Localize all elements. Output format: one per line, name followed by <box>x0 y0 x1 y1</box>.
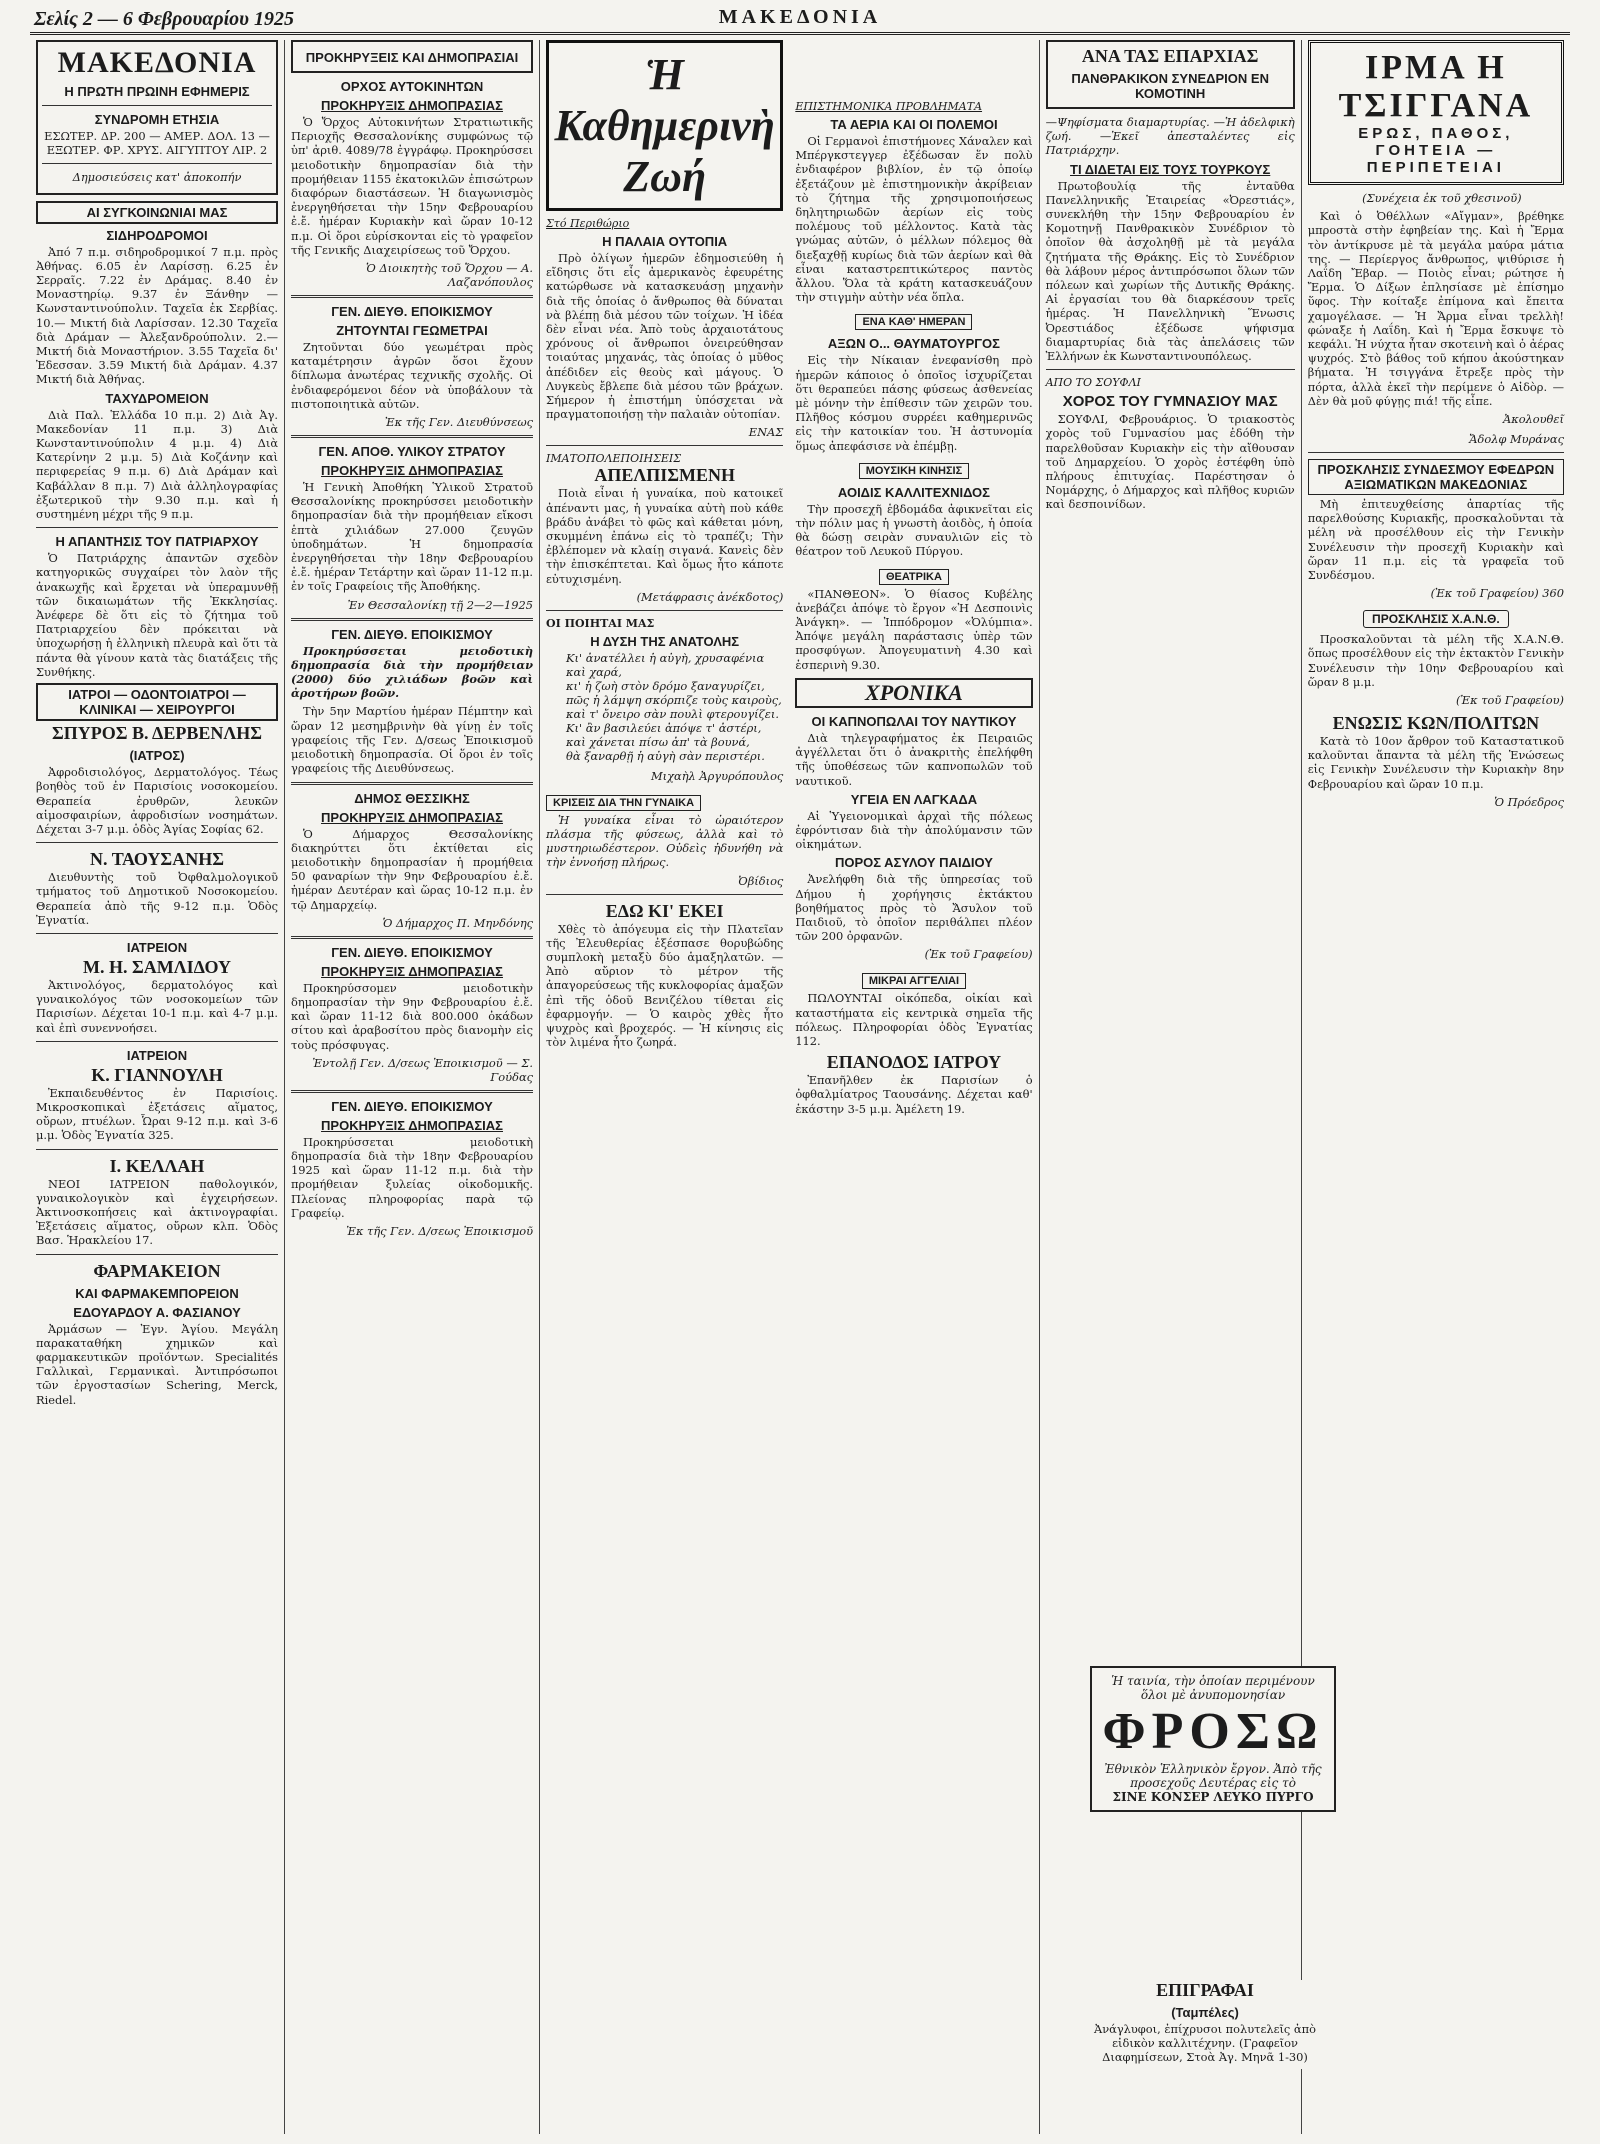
page-date: Σελίς 2 — 6 Φεβρουαρίου 1925 <box>34 8 294 30</box>
music-title: ΑΟΙΔΙΣ ΚΑΛΛΙΤΕΧΝΙΔΟΣ <box>837 484 990 500</box>
pharmacy-subtitle: ΚΑΙ ΦΑΡΜΑΚΕΜΠΟΡΕΙΟΝ <box>75 1285 239 1301</box>
epigraph-ad <box>1090 1980 1320 2069</box>
xanth-text: Προσκαλοῦνται τὰ μέλη τῆς Χ.Α.Ν.Θ. ὅπως προσέλθουν εἰς τὴν ἐκτακτὸν Γενικὴν Συνέλευσιν τὴν 10ην Φεβρουαρίου καὶ ὥραν 8 μ.μ. <box>1307 632 1564 689</box>
notice-7-text: Προκηρύσσεται μειοδοτικὴ δημοπρασία διὰ τὴν 18ην Φεβρουαρίου 1925 καὶ ὥραν 11-12 π.μ. διὰ τὴν προμήθειαν ξυλείας οἰκοδομικῆς. Πλείονας πληροφορίας παρὰ τῷ Γραφείῳ. <box>291 1134 534 1220</box>
notice-5-title: ΔΗΜΟΣ ΘΕΣΣΙΚΗΣ <box>354 790 470 806</box>
ads-note: Δημοσιεύσεις κατ' ἀποκοπήν <box>72 170 242 185</box>
chronicle-3-text: Ἀνελήφθη διὰ τῆς ὑπηρεσίας τοῦ Δήμου ἡ χορήγησις ἐκτάκτου βοηθήματος πρὸς τὸ Ἄσυλον τοῦ Παιδιοῦ, τὸ ὁποῖον περιθάλπει πλέον τῶν 200 ὀρφανῶν. <box>795 872 1033 944</box>
xanth-signature: (Ἐκ τοῦ Γραφείου) <box>1455 693 1564 708</box>
notice-7-title: ΓΕΝ. ΔΙΕΥΘ. ΕΠΟΙΚΙΣΜΟΥ <box>331 1098 493 1114</box>
notice-2-signature: Ἐκ τῆς Γεν. Διευθύνσεως <box>384 415 534 430</box>
daily-text: Εἰς τὴν Νίκαιαν ἐνεφανίσθη πρὸ ἡμερῶν κάποιος ὁ ὁποῖος ἰσχυρίζεται ὅτι θεραπεύει πάσης φύσεως ἀσθενείας μὲ μόνην τὴν ἐπίθεσιν τῶν χειρῶν του. Πλῆθος κόσμου συρρέει καθημερινῶς εἰς τὴν κατοικίαν του. Ἡ ἀστυνομία ὅμως ἀπεφάσισε νὰ ἐπέμβῃ. <box>795 353 1033 453</box>
crisis-signature: Ὀβίδιος <box>738 873 784 888</box>
return-doctor-title: ΕΠΑΝΟΔΟΣ ΙΑΤΡΟΥ <box>826 1052 1002 1073</box>
chronicle-1-title: ΟΙ ΚΑΠΝΟΠΩΛΑΙ ΤΟΥ ΝΑΥΤΙΚΟΥ <box>811 713 1017 729</box>
column-6 <box>1302 40 1570 2134</box>
column-2 <box>285 40 540 2134</box>
pharmacy-name: ΕΔΟΥΑΡΔΟΥ Α. ΦΑΣΙΑΝΟΥ <box>73 1304 241 1320</box>
pharmacy-text: Ἀρμάσων — Ἐγν. Ἀγίου. Μεγάλη παρακαταθήκη χημικῶν καὶ φαρμακευτικῶν προϊόντων. Specialités Γαλλικαὶ, Γερμανικαὶ. Ἀντιπρόσωποι τῶν ἐργοστασίων Schering, Merck, Riedel. <box>36 1321 279 1407</box>
provinces-story-title: ΠΑΝΘΡΑΚΙΚΟΝ ΣΥΝΕΔΡΙΟΝ ΕΝ ΚΟΜΟΤΙΝΗ <box>1071 71 1269 101</box>
constantinople-union-signature: Ὁ Πρόεδρος <box>1494 794 1564 809</box>
doctor-2-text: Διευθυντὴς τοῦ Ὀφθαλμολογικοῦ τμήματος τοῦ Δημοτικοῦ Νοσοκομείου. Θεραπεία ἀπὸ τῆς 9-12 π.μ. Ὁδὸς Ἐγνατία. <box>36 870 279 927</box>
doctor-3-name: Μ. Η. ΣΑΜΛΙΔΟΥ <box>82 956 232 977</box>
doctor-3-text: Ἀκτινολόγος, δερματολόγος καὶ γυναικολόγος τῶν νοσοκομείων τῶν Παρισίων. Δέχεται 10-1 π.μ. καὶ 4-7 μ.μ. καὶ ἐπὶ συνεννοήσει. <box>36 977 279 1035</box>
notice-7-subtitle: ΠΡΟΚΗΡΥΞΙΣ ΔΗΜΟΠΡΑΣΙΑΣ <box>321 1117 503 1133</box>
patriarch-text: Ὁ Πατριάρχης ἀπαντῶν σχεδὸν κατηγορικῶς συγχαίρει τὸν λαὸν τῆς ἀνακωχῆς καὶ ἔρχεται νὰ ὑπεραμυνθῇ τῶν δικαιωμάτων τῆς Ἐκκλησίας. Ἀνέφερε δὲ ὅτι εἰς τὸ ζήτημα τοῦ Πατριαρχείου δὲν πρόκειται νὰ ὑποχωρήσῃ ἡ ἐλληνικὴ πλευρὰ καὶ ὅτι τὰ πάντα θὰ γίνουν κατὰ τὰς διατάξεις τῆς Συνθήκης. <box>36 551 279 679</box>
notice-6-subtitle: ΠΡΟΚΗΡΥΞΙΣ ΔΗΜΟΠΡΑΣΙΑΣ <box>321 963 503 979</box>
music-text: Τὴν προσεχῆ ἑβδομάδα ἀφικνεῖται εἰς τὴν πόλιν μας ἡ γνωστὴ ἀοιδὸς, ἡ ὁποία θὰ δώσῃ σειρὰν συναυλιῶν εἰς τὸ θέατρον τοῦ Λευκοῦ Πύργου. <box>795 501 1033 559</box>
notice-1-subtitle: ΠΡΟΚΗΡΥΞΙΣ ΔΗΜΟΠΡΑΣΙΑΣ <box>321 98 503 113</box>
section-2-text: Ποιὰ εἶναι ἡ γυναίκα, ποὺ κατοικεῖ ἀπέναντι μας, ἡ γυναίκα αὐτὴ ποὺ κάθε βράδυ ἀνάβει τὸ φῶς καὶ κάθεται μόνη, σκυμμένη ἐπάνω εἰς τὸ τραπέζι; Τὴν ἐβλέπομεν νὰ κλαίῃ σιγανά. Κανεὶς δὲν τὴν ἐπισκέπτεται. Καὶ ὅμως ἦτο κάποτε εὐτυχισμένη. <box>546 486 784 586</box>
small-ads-text: ΠΩΛΟΥΝΤΑΙ οἰκόπεδα, οἰκίαι καὶ καταστήματα εἰς κεντρικὰ σημεῖα τῆς πόλεως. Πληροφορίαι ὁδὸς Ἐγνατίας 112. <box>795 991 1033 1048</box>
soufli-kicker: ΑΠΟ ΤΟ ΣΟΥΦΛΙ <box>1045 376 1141 390</box>
notice-7-signature: Ἐκ τῆς Γεν. Δ/σεως Ἐποικισμοῦ <box>346 1223 534 1238</box>
doctors-title: ΙΑΤΡΟΙ — ΟΔΟΝΤΟΙΑΤΡΟΙ — ΚΛΙΝΙΚΑΙ — ΧΕΙΡΟΥΡΓΟΙ <box>36 683 278 721</box>
reserve-officers-signature: (Ἐκ τοῦ Γραφείου) 360 <box>1430 586 1564 601</box>
story-author: Ἄδολφ Μυράνας <box>1469 432 1564 447</box>
masthead-subtitle: Η ΠΡΩΤΗ ΠΡΩΙΝΗ ΕΦΗΜΕΡΙΣ <box>64 84 250 99</box>
notice-3-signature: Ἐν Θεσσαλονίκῃ τῇ 2—2—1925 <box>347 597 534 612</box>
notice-2-title: ΓΕΝ. ΔΙΕΥΘ. ΕΠΟΙΚΙΣΜΟΥ <box>331 304 493 320</box>
patriarch-title: Η ΑΠΑΝΤΗΣΙΣ ΤΟΥ ΠΑΤΡΙΑΡΧΟΥ <box>55 534 259 550</box>
crisis-text: Ἡ γυναίκα εἶναι τὸ ὡραιότερον πλάσμα τῆς φύσεως, ἀλλὰ καὶ τὸ μυστηριωδέστερον. Οὐδεὶς ἠδυνήθη νὰ τὴν ἐννοήσῃ πλήρως. <box>546 812 784 870</box>
rail-text: Ἀπό 7 π.μ. σιδηροδρομικοί 7 π.μ. πρὸς Ἀθήνας. 6.05 ἐν Λαρίσσῃ. 6.25 ἐν Σερραῖς. 7.22 ἐν Δράμας. 8.40 ἐν Μοναστηρίῳ. 9.37 ἐν Ξάνθην — Κωνσταντινούπολιν. Ταχεῖα ἐκ Σερβίας. 10.— Μικτή διὰ Λαρίσσαν. 12.30 Ταχεῖα διὰ Δράμαν — Ἀλεξανδρούπολιν. 2.— Μικτή διὰ Μοναστήριον. 3.55 Ταχεῖα δι' Ἐδεσσαν. 3.59 Μικτή διὰ Δράμαν. 4.37 Μικτή διὰ Ἀθήνας. <box>36 244 279 387</box>
epigraph-text: Ἀνάγλυφοι, ἐπίχρυσοι πολυτελεῖς ἀπὸ εἰδικὸν καλλιτέχνην. (Γραφεῖον Διαφημίσεων, Στοὰ Ἀγ. Μηνᾶ 1-30) <box>1094 2022 1316 2065</box>
notice-3-text: Ἡ Γενικὴ Ἀποθήκη Ὑλικοῦ Στρατοῦ Θεσσαλονίκης προκηρύσσει μειοδοτικὴν δημοπρασίαν διὰ τὴν προμήθειαν εἴκοσι ἑπτὰ χιλιάδων 27.000 ζευγῶν ὑποδημάτων. Ἡ δημοπρασία ἐνεργηθήσεται τὴν 18ην Φεβρουαρίου ἐ.ἔ. ἡμέραν Τετάρτην καὶ ὥραν 11-12 π.μ. ἐν τοῖς Γραφείοις τῆς Ἀποθήκης. <box>291 480 534 594</box>
section-1-kicker: Στό Περιθώριο <box>546 217 630 230</box>
doctor-1-role: (ΙΑΤΡΟΣ) <box>129 748 185 764</box>
constantinople-union-text: Κατὰ τὸ 10ον ἄρθρον τοῦ Καταστατικοῦ καλοῦνται ἅπαντα τὰ μέλη τῆς Ἑνώσεως εἰς Γενικὴν Συνέλευσιν τὴν Κυριακὴν 8ην Φεβρουαρίου καὶ ὥραν 10 π.μ. <box>1307 734 1564 791</box>
chronicle-2-title: ΥΓΕΙΑ ΕΝ ΛΑΓΚΑΔΑ <box>850 791 978 807</box>
section-2-title: ΑΠΕΛΠΙΣΜΕΝΗ <box>594 465 736 486</box>
subscription-title: ΣΥΝΔΡΟΜΗ ΕΤΗΣΙΑ <box>94 112 220 127</box>
chronicle-1-text: Διὰ τηλεγραφήματος ἐκ Πειραιῶς ἀγγέλλεται ὅτι ὁ ἀνακριτὴς ἐπελήφθη τῆς ὑποθέσεως τῶν καπνοπωλῶν τοῦ ναυτικοῦ. <box>795 730 1033 788</box>
column-3 <box>540 40 789 2134</box>
poem-title: Η ΔΥΣΗ ΤΗΣ ΑΝΑΤΟΛΗΣ <box>590 633 740 649</box>
notices-header <box>291 40 533 73</box>
notice-4-text: Τὴν 5ην Μαρτίου ἡμέραν Πέμπτην καὶ ὥραν 12 μεσημβρινὴν θὰ γίνῃ ἐν τοῖς γραφείοις τῆς Γεν. Δ/σεως Ἐποικισμοῦ μειοδοτικὴ δημοπρασία. Οἱ ὅροι ἐν τοῖς γραφείοις τῆς Διευθύνσεως. <box>291 704 534 776</box>
column-1 <box>30 40 285 2134</box>
irma-title: ΙΡΜΑ Η ΤΣΙΓΓΑΝΑ <box>1338 49 1534 124</box>
story-signature: Ἀκολουθεῖ <box>1503 412 1564 427</box>
section-2-kicker: ΙΜΑΤΟΠΟΛΕΠΟΙΗΣΕΙΣ <box>546 452 682 466</box>
irma-banner <box>1308 40 1564 185</box>
doctor-5-name: Ι. ΚΕΛΛΑΗ <box>109 1155 205 1176</box>
return-doctor-text: Ἐπανῆλθεν ἐκ Παρισίων ὁ ὀφθαλμίατρος Ταουσάνης. Δέχεται καθ' ἑκάστην 3-5 μ.μ. Ἀμέλετη 19. <box>795 1073 1033 1116</box>
column-5 <box>1040 40 1302 2134</box>
notice-2-subtitle: ΖΗΤΟΥΝΤΑΙ ΓΕΩΜΕΤΡΑΙ <box>336 323 488 339</box>
doctor-1-text: Ἀφροδισιολόγος, Δερματολόγος. Τέως βοηθὸς τοῦ ἐν Παρισίοις νοσοκομείου. Θεραπεία ἐρυθρῶν, λευκῶν αἱμοσφαιρίων, ἀφροδισίων νοσημάτων. Δέχεται 3-7 μ.μ. ὁδὸς Ἁγίας Σοφίας 62. <box>36 765 279 836</box>
notice-5-subtitle: ΠΡΟΚΗΡΥΞΙΣ ΔΗΜΟΠΡΑΣΙΑΣ <box>321 809 503 825</box>
notice-1-title: ΟΡΧΟΣ ΑΥΤΟΚΙΝΗΤΩΝ <box>340 79 484 94</box>
crisis-kicker: ΚΡΙΣΕΙΣ ΔΙΑ ΤΗΝ ΓΥΝΑΙΚΑ <box>546 795 701 811</box>
notice-6-text: Προκηρύσσομεν μειοδοτικὴν δημοπρασίαν τὴν 9ην Φεβρουαρίου ἐ.ἔ. καὶ ὥραν 11-12 διὰ 800.000 ὀκάδων σίτου καὶ ἀραβοσίτου πρὸς διανομὴν εἰς τοὺς πρόσφυγας. <box>291 980 534 1052</box>
doctor-5-text: ΝΕΟΙ ΙΑΤΡΕΙΟΝ παθολογικόν, γυναικολογικὸν καὶ ἐγχειρήσεων. Ἀκτινοσκοπήσεις καὶ ἀκτινογραφίαι. Ἐξετάσεις αἵματος, οὔρων κλπ. Ὁδὸς Βασ. Ἡρακλείου 17. <box>36 1176 279 1248</box>
doctor-4-name: Κ. ΓΙΑΝΝΟΥΛΗ <box>91 1064 223 1085</box>
notice-5-signature: Ὁ Δήμαρχος Π. Μηνδόνης <box>382 915 534 930</box>
epigraph-title: ΕΠΙΓΡΑΦΑΙ <box>1156 1980 1254 2000</box>
chronicles-title: ΧΡΟΝΙΚΑ <box>795 678 1032 708</box>
post-text: Διὰ Παλ. Ἑλλάδα 10 π.μ. 2) Διὰ Ἀγ. Μακεδονίαν 11 π.μ. 3) Διὰ Κωνσταντινούπολιν 4 μ.μ. 4) Διὰ Κατερίνην 2 μ.μ. 5) Διὰ Κοζάνην καὶ περιφερείας 9 π.μ. 6) Διὰ Δράμαν καὶ Καβάλλαν 8 π.μ. 7) Διὰ ἀλληλογραφίας ἐξωτερικοῦ τὴν 9.30 π.μ. καὶ ἡ συστημένη μέχρι τῆς 9 π.μ. <box>36 407 279 522</box>
poem-text: Κι' ἀνατέλλει ἡ αὐγὴ, χρυσαφένια καὶ χαρά, κι' ἡ ζωὴ στὸν δρόμο ξαναγυρίζει, πῶς ἡ λάμψη σκόρπιζε τοὺς καιροὺς, καὶ τ' ὄνειρο σὰν πουλὶ φτερουγίζει. Κι' ἂν βασιλεύει ἀπόψε τ' ἀστέρι, καὶ χάνεται πίσω ἀπ' τὰ βουνά, θὰ ξαναρθῇ ἡ αὐγὴ σὰν περιστέρι. <box>566 650 782 763</box>
notice-4-title: ΓΕΝ. ΔΙΕΥΘ. ΕΠΟΙΚΙΣΜΟΥ <box>331 626 493 642</box>
science-text: Οἱ Γερμανοὶ ἐπιστήμονες Χάναλεν καὶ Μπέργκστεγγερ ἐξέδωσαν ἕν πολὺ ἐνδιαφέρον βιβλίον, ἐν τῷ ὁποίῳ ἐξετάζουν μὲ ἐπιστημονικὴν ἀκρίβειαν τὸ ζήτημα τῆς χρησιμοποιήσεως δηλητηριωδῶν ἀερίων εἰς τοὺς πολέμους τοῦ μέλλοντος. Κατὰ τὰς γνώμας αὐτῶν, ὁ μέλλων πόλεμος θὰ διεξαχθῇ κυρίως διὰ τῶν ἀερίων καὶ θὰ εἶναι καταστρεπτικώτερος παντὸς ἄλλου. Ὅλα τὰ κράτη κατασκευάζουν τὴν στιγμὴν αὐτὴν νέα ὅπλα. <box>795 134 1033 305</box>
theatre-kicker: ΘΕΑΤΡΙΚΑ <box>879 569 949 585</box>
music-kicker: ΜΟΥΣΙΚΗ ΚΙΝΗΣΙΣ <box>859 463 970 479</box>
doctor-4-title: ΙΑΤΡΕΙΟΝ <box>126 1047 188 1063</box>
section-2-signature: (Μετάφρασις ἀνέκδοτος) <box>636 589 784 604</box>
phroso-top-text: Ἡ ταινία, τὴν ὁποίαν περιμένουν ὅλοι μὲ ἀνυπομονησίαν <box>1111 1674 1315 1702</box>
theatre-text: «ΠΑΝΘΕΟΝ». Ὁ θίασος Κυβέλης ἀνεβάζει ἀπόψε τὸ ἔργον «Ἡ Δεσποινὶς Ἀνάγκη». — Ἱππόδρομον «Ὀλύμπια». Ἀπόψε μεγάλη παράστασις ὑπὲρ τῶν προσφύγων. Ἀπογευματινὴ 4.30 καὶ ἑσπερινὴ 9.30. <box>795 586 1033 672</box>
provinces-header <box>1046 40 1295 109</box>
irma-subtitle: ΕΡΩΣ, ΠΑΘΟΣ, ΓΟΗΤΕΙΑ — ΠΕΡΙΠΕΤΕΙΑΙ <box>1358 125 1514 176</box>
paper-name: ΜΑΚΕΔΟΝΙΑ <box>718 6 882 28</box>
provinces-subtitle: ΤΙ ΔΙΔΕΤΑΙ ΕΙΣ ΤΟΥΣ ΤΟΥΡΚΟΥΣ <box>1070 161 1271 177</box>
daily-title: ΑΞΩΝ Ο... ΘΑΥΜΑΤΟΥΡΓΟΣ <box>827 336 1000 352</box>
xanth-title: ΠΡΟΣΚΛΗΣΙΣ Χ.Α.Ν.Θ. <box>1363 610 1509 628</box>
provinces-text: Πρωτοβουλίᾳ τῆς ἐνταῦθα Πανελληνικῆς Ἑταιρείας «Ὀρεστιάς», συνεκλήθη τὴν 15ην Φεβρουαρίου ἐν Κομοτηνῇ Πανθρακικὸν Συνέδριον τὸ ὁποῖον θὰ ἀσχοληθῇ μὲ τὰ μεγάλα ζητήματα τῆς Θράκης. Εἰς τὸ Συνέδριον θὰ λάβουν μέρος ἀντιπρόσωποι ὅλων τῶν πόλεων καὶ χωρίων τῆς Δυτικῆς Θράκης. Αἱ ἐργασίαι του θὰ διαρκέσουν τρεῖς ἡμέρας. Ἡ Πανελληνικὴ Ἕνωσις Ὀρεστιάδος ἐξέδωσε ψήφισμα διαμαρτυρίας διὰ τὰς ἀπελάσεις τῶν Ἑλλήνων ἐκ Κωνσταντινουπόλεως. <box>1045 178 1295 364</box>
small-ads-kicker: ΜΙΚΡΑΙ ΑΓΓΕΛΙΑΙ <box>862 973 966 989</box>
notice-4-subtitle: Προκηρύσσεται μειοδοτικὴ δημοπρασία διὰ τὴν προμήθειαν (2000) δύο χιλιάδων βοῶν καὶ ἀροτήρων βοῶν. <box>291 643 534 701</box>
gymnasium-dance-text: ΣΟΥΦΛΙ, Φεβρουάριος. Ὁ τριακοστὸς χορὸς τοῦ Γυμνασίου μας ἐδόθη τὴν παρελθοῦσαν Κυριακὴν εἰς τὴν αἴθουσαν τοῦ Δημαρχείου. Ὁ χορὸς ἐστέφθη ὑπὸ πλήρους ἐπιτυχίας. Παρέστησαν ὁ Νομάρχης, ὁ Δήμαρχος καὶ πλῆθος κυριῶν καὶ δεσποινίδων. <box>1045 412 1295 512</box>
notice-5-text: Ὁ Δήμαρχος Θεσσαλονίκης διακηρύττει ὅτι ἐκτίθεται εἰς μειοδοτικὴν δημοπρασίαν ἡ προμήθεια 50 φαναρίων τὴν 9ην Φεβρουαρίου ἐ.ἔ. ἡμέραν Δευτέραν καὶ ὥρας 10-12 π.μ. ἐν τῷ Δημαρχείῳ. <box>291 826 534 912</box>
notice-6-signature: Ἐντολῇ Γεν. Δ/σεως Ἐποικισμοῦ — Σ. Γούδας <box>312 1055 534 1084</box>
doctor-2-name: Ν. ΤΑΟΥΣΑΝΗΣ <box>90 849 224 870</box>
section-1-signature: ΕΝΑΣ <box>748 425 784 440</box>
edo-text: Χθὲς τὸ ἀπόγευμα εἰς τὴν Πλατεῖαν τῆς Ἐλευθερίας ἐξέσπασε θορυβώδης συμπλοκὴ μεταξὺ δύο ἁμαξηλατῶν. — Ἀπὸ αὔριον τὸ μέτρον τῆς ἀπαγορεύσεως τῆς κυκλοφορίας ἁμαξῶν ἐπὶ τῆς ὁδοῦ Βενιζέλου τίθεται εἰς ἐφαρμογήν. — Ὁ καιρὸς χθὲς ἦτο ψυχρὸς καὶ βροχερός. — Ἡ κίνησις εἰς τὸν λιμένα ἦτο ζωηρά. <box>546 921 784 1050</box>
masthead-box <box>36 40 278 195</box>
post-title: ΤΑΧΥΔΡΟΜΕΙΟΝ <box>105 390 209 406</box>
epigraph-subtitle: (Ταμπέλες) <box>1171 2005 1239 2020</box>
doctor-3-title: ΙΑΤΡΕΙΟΝ <box>126 939 188 955</box>
doctor-1-name: ΣΠΥΡΟΣ Β. ΔΕΡΒΕΝΛΗΣ <box>52 723 263 744</box>
notice-2-text: Ζητοῦνται δύο γεωμέτραι πρὸς καταμέτρησιν ἀγρῶν ὅσοι ἔχουν δίπλωμα ἀνωτέρας τεχνικῆς σχολῆς. Οἱ ἐνδιαφερόμενοι δέον νὰ ὑποβάλουν τὰ πιστοποιητικὰ αὐτῶν. <box>291 340 534 411</box>
chronicle-2-text: Αἱ Ὑγειονομικαὶ ἀρχαὶ τῆς πόλεως ἐφρόντισαν διὰ τὴν ἀπολύμανσιν τῶν οἰκημάτων. <box>795 808 1033 852</box>
daily-life-banner: Ἡ Καθημερινὴ Ζωή <box>546 40 783 211</box>
story-continued: (Συνέχεια ἐκ τοῦ χθεσινοῦ) <box>1362 191 1522 205</box>
notice-1-text: Ὁ Ὄρχος Αὐτοκινήτων Στρατιωτικῆς Περιοχῆς Θεσσαλονίκης συμφώνως τῷ ὑπ' ἀριθ. 4089/78 ἐγγράφῳ. Προκηρύσσει μειοδοτικὴν δημοπρασίαν διὰ τὴν προμήθειαν 1155 ἑκατοκιλῶν ἐπισώτρων διαφόρων διαστάσεων. Ἡ διαγωνισμὸς ἐνεργηθήσεται τὴν 15ην Φεβρουαρίου ἐ.ἔ. ἡμέραν Κυριακὴν καὶ ὥραν 10-12 π.μ. Οἱ ὅροι εὑρίσκονται εἰς τὸ γραφεῖον τῆς Γενικῆς Διαχειρίσεως τοῦ Ὄρχου. <box>291 115 534 257</box>
gymnasium-dance-title: ΧΟΡΟΣ ΤΟΥ ΓΥΜΝΑΣΙΟΥ ΜΑΣ <box>1062 393 1278 411</box>
notice-3-title: ΓΕΝ. ΑΠΟΘ. ΥΛΙΚΟΥ ΣΤΡΑΤΟΥ <box>318 444 506 460</box>
constantinople-union-title: ΕΝΩΣΙΣ ΚΩΝ/ΠΟΛΙΤΩΝ <box>1332 713 1540 734</box>
page-header <box>30 6 1570 35</box>
pharmacy-title: ΦΑΡΜΑΚΕΙΟΝ <box>93 1260 221 1281</box>
phroso-film-ad <box>1090 1666 1336 1812</box>
reserve-officers-text: Μὴ ἐπιτευχθείσης ἀπαρτίας τῆς παρελθούσης Κυριακῆς, προσκαλοῦνται τὰ μέλη νὰ προσέλθουν εἰς τὴν Γενικὴν Συνέλευσιν τὴν προσεχῆ Κυριακὴν καὶ ὥραν 11 π.μ. εἰς τὰ γραφεῖα τοῦ Συνδέσμου. <box>1307 497 1564 583</box>
doctor-4-text: Ἐκπαιδευθέντος ἐν Παρισίοις. Μικροσκοπικαὶ ἐξετάσεις αἵματος, οὔρων, πτυέλων. Ὧραι 9-12 π.μ. καὶ 3-6 μ.μ. Ὁδὸς Ἐγνατία 325. <box>36 1085 279 1143</box>
daily-kicker: ΕΝΑ ΚΑΘ' ΗΜΕΡΑΝ <box>855 314 972 330</box>
notice-3-subtitle: ΠΡΟΚΗΡΥΞΙΣ ΔΗΜΟΠΡΑΣΙΑΣ <box>321 463 503 479</box>
phroso-name: ΦΡΟΣΩ <box>1102 1703 1324 1760</box>
phroso-venue: ΣΙΝΕ ΚΟΝΣΕΡ ΛΕΥΚΟ ΠΥΡΓΟ <box>1112 1790 1314 1804</box>
section-1-text: Πρὸ ὀλίγων ἡμερῶν ἐδημοσιεύθη ἡ εἴδησις ὅτι εἷς ἀμερικανὸς ἐφευρέτης κατώρθωσε νὰ κατασκευάσῃ μηχανὴν διὰ τῆς ὁποίας ὁ ἄνθρωπος θὰ δύναται νὰ βλέπῃ διὰ μέσου τῶν τοίχων. Ἡ ἰδέα δὲν εἶναι νέα. Ἀπὸ τοὺς ἀρχαιοτάτους χρόνους οἱ ἄνθρωποι ὀνειρεύθησαν τοιαύτας μηχανάς, τὰς ὁποίας ὁ μῦθος ἀπέδιδεν εἰς θεοὺς καὶ μάγους. Ὁ Λυγκεὺς ἔβλεπε διὰ μέσου τῶν βράχων. Σήμερον ἡ ἐπιστήμη ὑπόσχεται νὰ πραγματοποιήσῃ τὴν παλαιὰν οὐτοπίαν. <box>546 251 784 422</box>
phroso-sub-text: Ἐθνικὸν Ἑλληνικὸν ἔργον. Ἀπὸ τῆς προσεχοῦς Δευτέρας εἰς τὸ <box>1104 1762 1322 1790</box>
edo-title: ΕΔΩ ΚΙ' ΕΚΕΙ <box>605 900 724 921</box>
provinces-points: —Ψηφίσματα διαμαρτυρίας. —Ἡ ἀδελφικὴ ζωή. —Ἐκεῖ ἀπεσταλέντες εἰς Πατριάρχην. <box>1045 115 1295 158</box>
communications-title: ΑΙ ΣΥΓΚΟΙΝΩΝΙΑΙ ΜΑΣ <box>36 201 278 224</box>
masthead-title: ΜΑΚΕΔΟΝΙΑ <box>57 46 257 79</box>
notice-1-signature: Ὁ Διοικητὴς τοῦ Ὄρχου — Α. Λαζανόπουλος <box>365 261 534 290</box>
subscription-lines: ΕΣΩΤΕΡ. ΔΡ. 200 — ΑΜΕΡ. ΔΟΛ. 13 — ΕΞΩΤΕΡ. ΦΡ. ΧΡΥΣ. ΑΙΓΥΠΤΟΥ ΛΙΡ. 2 <box>44 129 270 158</box>
rail-title: ΣΙΔΗΡΟΔΡΟΜΟΙ <box>106 227 208 243</box>
column-4 <box>789 40 1039 2134</box>
provinces-title: ΑΝΑ ΤΑΣ ΕΠΑΡΧΙΑΣ <box>1081 46 1259 66</box>
columns <box>30 40 1570 2134</box>
science-kicker: ΕΠΙΣΤΗΜΟΝΙΚΑ ΠΡΟΒΛΗΜΑΤΑ <box>795 100 983 113</box>
science-title: ΤΑ ΑΕΡΙΑ ΚΑΙ ΟΙ ΠΟΛΕΜΟΙ <box>830 117 998 132</box>
story-text: Καὶ ὁ Ὀθέλλων «Αἴγμαν», βρέθηκε μπροστὰ στὴν ἐφηβείαν της. Καὶ ἡ Ἔρμα τὸν ἀντίκρυσε μὲ τὰ μεγάλα μαύρα μάτια της. — Περίεργος ἄνθρωπος, ψιθύρισε ἡ Λαΐδη Ἔβαρ. — Ποιὸς εἶναι; ρώτησε ἡ Ἔρμα. Ὁ Δίξων ἐπλησίασε μὲ ἐπίσημο ὕφος. Τὴν κοίταξε ἐπίμονα καὶ ἔπειτα χαμογέλασε. — Ἡ Ἄρμα εἶναι τρελλὴ! φώναξε ἡ Λαΐδη. Καὶ ἡ Ἔρμα ἔσκυψε τὸ κεφάλι. Ἡ νύχτα ἦταν σκοτεινὴ καὶ ὁ ἀέρας ψυχρός. Στὸ βάθος τοῦ κήπου ἀκούστηκαν βήματα. Ἡ τσιγγάνα ἔτρεξε πρὸς τὴν πόρτα, ἀλλὰ ἐκεῖ τὴν περίμενε ὁ Αἰδὸρ. — Δὲν θὰ μοῦ φύγῃς πιά! τῆς εἶπε. <box>1307 209 1564 408</box>
reserve-officers-title: ΠΡΟΣΚΛΗΣΙΣ ΣΥΝΔΕΣΜΟΥ ΕΦΕΔΡΩΝ ΑΞΙΩΜΑΤΙΚΩΝ ΜΑΚΕΔΟΝΙΑΣ <box>1308 459 1564 495</box>
notices-title: ΠΡΟΚΗΡΥΞΕΙΣ ΚΑΙ ΔΗΜΟΠΡΑΣΙΑΙ <box>305 50 519 65</box>
poets-kicker: ΟΙ ΠΟΙΗΤΑΙ ΜΑΣ <box>546 616 655 630</box>
chronicle-3-title: ΠΟΡΟΣ ΑΣΥΛΟΥ ΠΑΙΔΙΟΥ <box>834 855 993 871</box>
notice-6-title: ΓΕΝ. ΔΙΕΥΘ. ΕΠΟΙΚΙΣΜΟΥ <box>331 944 493 960</box>
chronicle-3-signature: (Ἐκ τοῦ Γραφείου) <box>924 947 1033 962</box>
section-1-title: Η ΠΑΛΑΙΑ ΟΥΤΟΠΙΑ <box>602 234 728 249</box>
poem-signature: Μιχαὴλ Ἀργυρόπουλος <box>650 768 784 783</box>
